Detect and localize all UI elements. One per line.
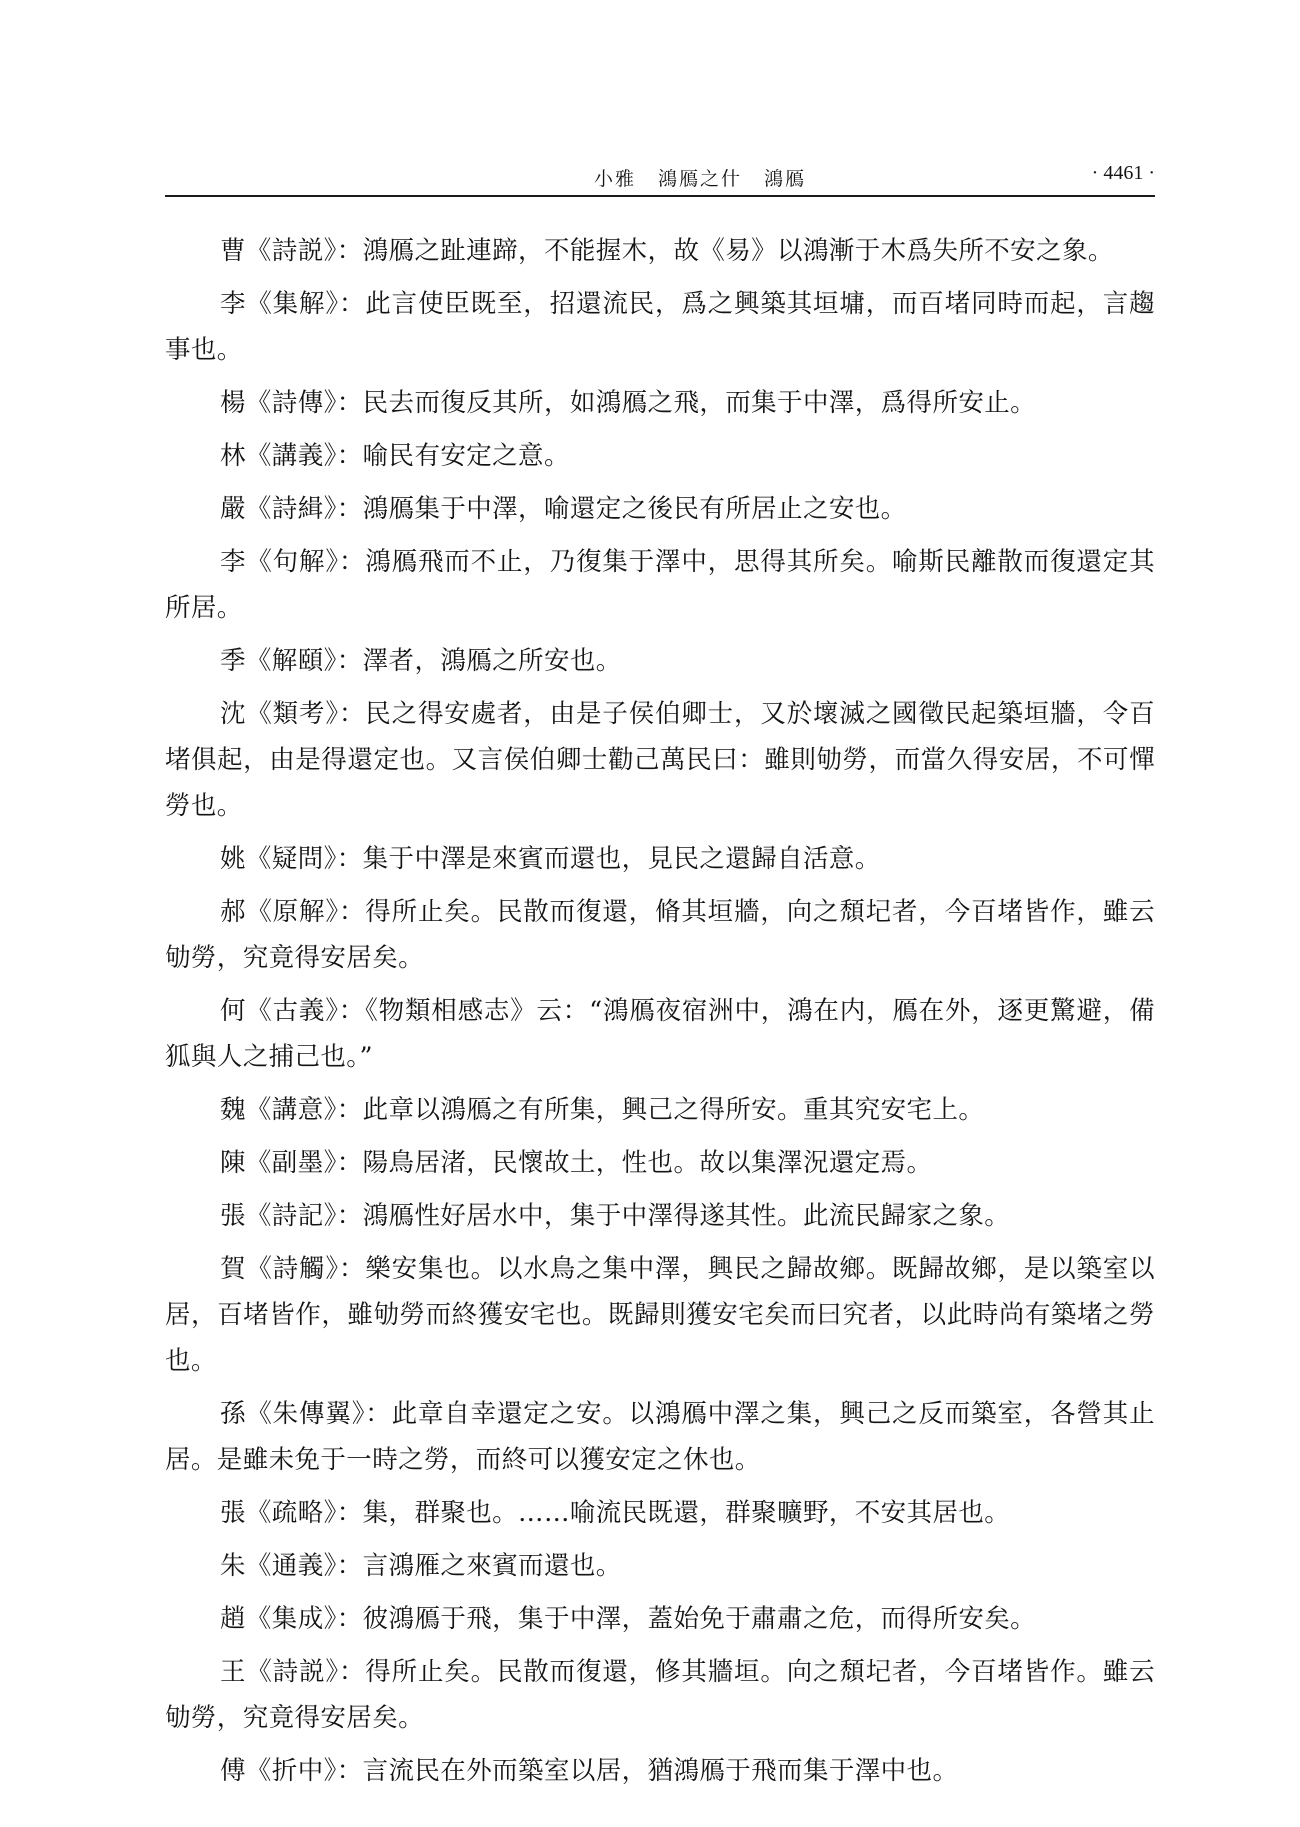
commentary-paragraph: 孫《朱傳翼》：此章自幸還定之安。以鴻鴈中澤之集，興己之反而築室，各營其止居。是雖未免于一時之勞，而終可以獲安定之休也。 — [165, 1399, 1155, 1475]
commentary-paragraph: 何《古義》：《物類相感志》云：“鴻鴈夜宿洲中，鴻在内，鴈在外，逐更驚避，備狐與人之捕己也。” — [165, 996, 1155, 1072]
commentary-paragraph: 傅《折中》：言流民在外而築室以居，猶鴻鴈于飛而集于澤中也。 — [220, 1756, 959, 1786]
running-title-poem: 鴻鴈 — [764, 168, 807, 190]
commentary-paragraph: 陳《副墨》：陽鳥居渚，民懷故土，性也。故以集澤況還定焉。 — [220, 1148, 933, 1178]
commentary-paragraph: 季《解頤》：澤者，鴻鴈之所安也。 — [220, 646, 622, 676]
commentary-paragraph: 姚《疑問》：集于中澤是來賓而還也，見民之還歸自活意。 — [220, 844, 881, 874]
commentary-paragraph: 郝《原解》：得所止矣。民散而復還，脩其垣牆，向之頹圮者，今百堵皆作，雖云劬勞，究竟得安居矣。 — [165, 897, 1155, 973]
commentary-paragraph: 張《詩記》：鴻鴈性好居水中，集于中澤得遂其性。此流民歸家之象。 — [220, 1201, 1011, 1231]
running-head — [165, 160, 1155, 198]
running-title-section: 小雅 — [593, 168, 636, 190]
commentary-paragraph: 曹《詩説》：鴻鴈之趾連蹄，不能握木，故《易》以鴻漸于木爲失所不安之象。 — [220, 236, 1114, 266]
commentary-paragraph: 趙《集成》：彼鴻鴈于飛，集于中澤，蓋始免于肅肅之危，而得所安矣。 — [220, 1604, 1037, 1634]
commentary-body — [165, 228, 1155, 1801]
page-number: · 4461 · — [1091, 162, 1155, 184]
commentary-paragraph: 嚴《詩緝》：鴻鴈集于中澤，喻還定之後民有所居止之安也。 — [220, 494, 907, 524]
running-title — [165, 164, 1155, 191]
running-title-chapter: 鴻鴈之什 — [657, 168, 742, 190]
commentary-paragraph: 朱《通義》：言鴻雁之來賓而還也。 — [220, 1551, 622, 1581]
commentary-paragraph: 張《疏略》：集，群聚也。……喻流民既還，群聚曠野，不安其居也。 — [220, 1498, 1011, 1528]
commentary-paragraph: 賀《詩觸》：樂安集也。以水鳥之集中澤，興民之歸故鄉。既歸故鄉，是以築室以居，百堵皆作，雖劬勞而終獲安宅也。既歸則獲安宅矣而曰究者，以此時尚有築堵之勞也。 — [165, 1254, 1155, 1376]
commentary-paragraph: 魏《講意》：此章以鴻鴈之有所集，興己之得所安。重其究安宅上。 — [220, 1095, 985, 1125]
header-rule — [165, 195, 1155, 197]
commentary-paragraph: 李《集解》：此言使臣既至，招還流民，爲之興築其垣墉，而百堵同時而起，言趨事也。 — [165, 289, 1155, 365]
commentary-paragraph: 林《講義》：喻民有安定之意。 — [220, 441, 570, 471]
commentary-paragraph: 李《句解》：鴻鴈飛而不止，乃復集于澤中，思得其所矣。喻斯民離散而復還定其所居。 — [165, 547, 1155, 623]
commentary-paragraph: 楊《詩傳》：民去而復反其所，如鴻鴈之飛，而集于中澤，爲得所安止。 — [220, 388, 1037, 418]
commentary-paragraph: 王《詩説》：得所止矣。民散而復還，修其牆垣。向之頹圮者，今百堵皆作。雖云劬勞，究竟得安居矣。 — [165, 1657, 1155, 1733]
commentary-paragraph: 沈《類考》：民之得安處者，由是子侯伯卿士，又於壞滅之國徵民起築垣牆，令百堵俱起，由是得還定也。又言侯伯卿士勸己萬民曰：雖則劬勞，而當久得安居，不可憚勞也。 — [165, 699, 1155, 821]
